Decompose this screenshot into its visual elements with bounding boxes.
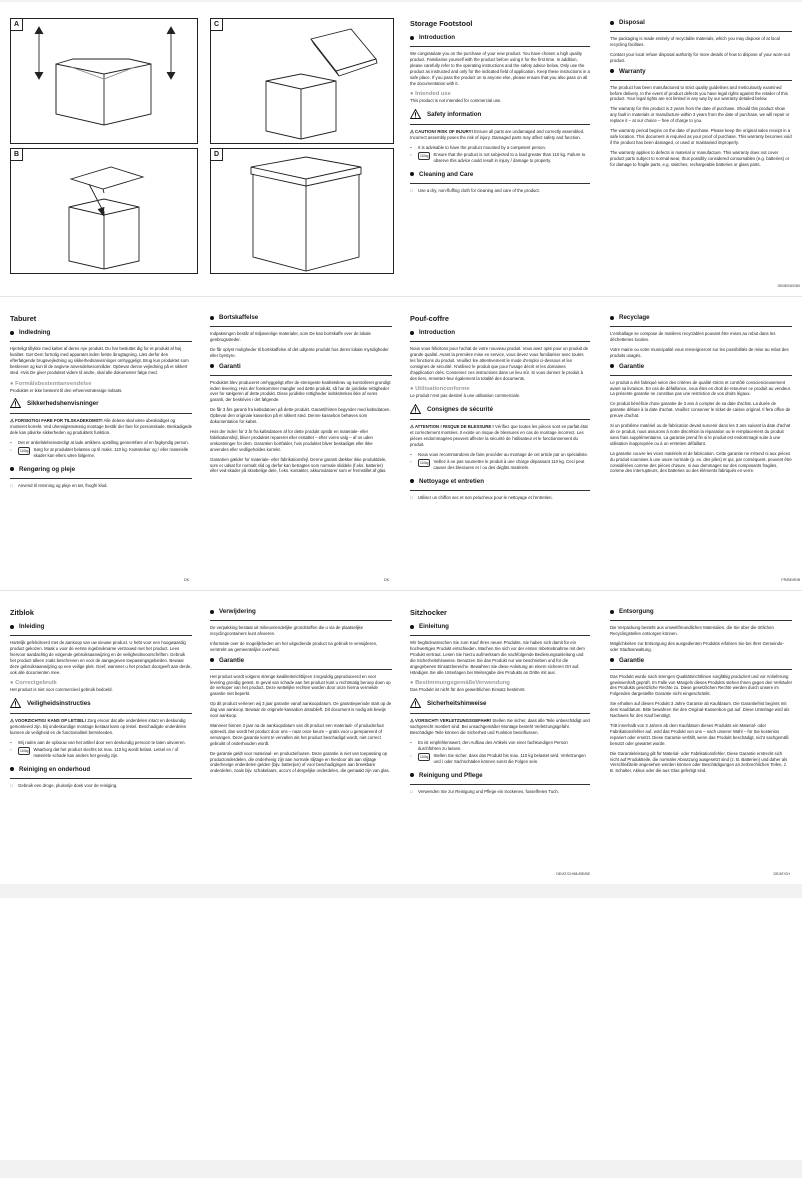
de-warranty-text-3: Tritt innerhalb von 3 Jahren ab dem Kaufdatum dieses Produkts ein Material- oder Fabrikationsfehler auf, wird das Produkt von uns – nach unserer Wahl – für Sie kostenlos repariert oder ersetzt. Diese Garantie verfällt, wenn das Produkt beschädigt, nicht sachgemäß benutzt oder gewartet wurde. — [610, 722, 789, 746]
en-warranty-text-3: The warranty period begins on the date of purchase. Please keep the original sales receipt in a safe location. This document is required as your proof of purchase. This warranty becomes void if the product has been damaged, or used or maintained improperly. — [610, 128, 792, 145]
en-warranty-text-1: The product has been manufactured to strict quality guidelines and meticulously examined before delivery. In the event of product defects you have legal rights against the retailer of this product. Your legal rights are not limited in any way by our warranty detailed below. — [610, 84, 788, 102]
dk-warranty-text-1: Produktet blev produceret omhyggeligt efter de strengeste kvalitetskrav og kontrolleret grundigt inden levering. Hvis der forekommer mangler ved dette produkt, så har de juridiske rettigheder over for sælgeren af dette produkt. Disse juridiske rettigheder indskrænkes ikke af vores garanti, der beskrives i det følgende. — [210, 379, 391, 403]
fr-use-text: Le produit n'est pas destiné à une utilisation commerciale. — [410, 393, 521, 399]
list-item: ▫ 110kg Veillez à ne pas soumettre le produit à une charge dépassant 110 kg. Ceci peut causer des blessures et / ou des dégâts matériels. — [410, 458, 585, 470]
de-intro-heading: Einleitung — [410, 623, 590, 630]
fr-intro-text: Nous vous félicitons pour l'achat de votre nouveau produit. Vous avez opté pour un produit de grande qualité. Avant la première mise en service, vous devez vous familiariser avec toutes les fonctions du produit. Veuillez lire attentivement le mode d'emploi ci-dessous et les consignes de sécurité. N'utilisez le produit que pour l'usage décrit et les domaines d'application cités. Conservez ces instructions dans un lieu sûr. Si vous donnez le produit à des tiers, remettez-leur également la totalité des documents. — [410, 346, 589, 381]
list-item: ▪ Es ist empfehlenswert, den Aufbau des Artikels von einer fachkundigen Person durchführen zu lassen. — [410, 740, 568, 751]
dk-column-2 — [210, 314, 392, 478]
figure-a-label: A — [11, 19, 23, 31]
de-column-2 — [610, 608, 792, 778]
fr-title: Pouf-coffre — [410, 314, 449, 323]
en-disposal-text-2: Contact your local refuse disposal authority for more details of how to dispose of your worn-out product. — [610, 51, 790, 63]
dk-use-heading: ● Formålsbestemtanvendelse — [10, 380, 92, 387]
de-warranty-text-4: Die Garantieleistung gilt für Material- oder Fabrikationsfehler. Diese Garantie erstreckt sich nicht auf Produktteile, die normaler Abnutzung ausgesetzt sind (z. B. Batterien) und daher als Verschleißteile angesehen werden können oder Beschädigungen an zerbrechlichen Teilen, z. B. Schalter, Akkus oder die aus Glas gefertigt sind. — [610, 750, 788, 774]
en-safety-text: ⚠ CAUTION! RISK OF INJURY! Ensure all parts are undamaged and correctly assembled. Incorrect assembly poses the risk of injury. Damaged parts may affect safety and function. — [410, 129, 585, 141]
dk-warranty-text-2: De får 3 års garanti fra købsdatoen på dette produkt. Garantifristen begynder med købsdatoen. Opbevar den originale kassebon på et sikkert sted. Denne kassebon behøves som dokumentation for købet. — [210, 407, 391, 425]
nl-footer: DE/AT/CH/NL/BE/BE — [556, 872, 590, 876]
de-title: Sitzhocker — [410, 608, 447, 617]
fr-disposal-text-2: Votre mairie ou votre municipalité vous renseigneront sur les possibilités de mise au rebut des produits usagés. — [610, 346, 789, 358]
fr-warranty-text-4: La garantie couvre les vices matériels et de fabrication. Cette garantie ne s'étend ni aux pièces du produit soumises à une usure normale (p. ex. des piles) et qui, par conséquent, peuvent être considérées comme des pièces d'usure, ni aux dommages sur des composants fragiles, comme des interrupteurs, des batteries ou des éléments fabriqués en verre. — [610, 450, 792, 474]
dk-column-1 — [10, 314, 192, 490]
fr-use-heading: ● Utilisationconforme — [410, 386, 470, 393]
de-safety-text: ⚠ VORSICHT! VERLETZUNGSGEFAHR! Stellen Sie sicher, dass alle Teile unbeschädigt und sachgerecht montiert sind. Bei unsachgemäßer Montage besteht Verletzungsgefahr. Beschädigte Teile können die Sicherheit und Funktion beeinflussen. — [410, 718, 590, 736]
list-item: ▪ Wij raden aan de opbouw van het artikel door een deskundig persoon te laten uitvoeren. — [10, 740, 186, 746]
de-use-text: Das Produkt ist nicht für den gewerblichen Einsatz bestimmt. — [410, 687, 526, 693]
de-disposal-text-1: Die Verpackung besteht aus umweltfreundlichen Materialien, die Sie über die örtlichen Recyclingstellen entsorgen können. — [610, 625, 774, 636]
figure-a — [10, 18, 198, 144]
de-warranty-heading: Garantie — [610, 657, 792, 664]
load-badge: 110kg — [20, 449, 29, 454]
list-item: □ Utiliser un chiffon sec et non pelucheux pour le nettoyage et l'entretien. — [410, 494, 553, 500]
en-column-1 — [410, 19, 590, 195]
list-item: □ Use a dry, non-fluffing cloth for cleaning and care of the product. — [410, 187, 540, 193]
list-item: □ Verwenden Sie zur Reinigung und Pflege ein trockenes, fusselfreies Tuch. — [410, 788, 559, 794]
nl-warranty-text-2: Op dit product verlenen wij 3 jaar garantie vanaf aankoopdatum. De garantieperiode start op de dag van aankoop. Bewaar de originele kassabon alstublieft. Dit document is nodig als bewijs voor aankoop. — [210, 701, 392, 719]
nl-safety-text: ⚠ VOORZICHTIG! KANS OP LETSEL! Zorg ervoor dat alle onderdelen intact en deskundig gemonteerd zijn. Bij ondeskundige montage bestaat kans op letsel. Beschadigde onderdelen kunnen de veiligheid en de functionaliteit beïnvloeden. — [10, 718, 187, 736]
de-intro-text: Wir beglückwünschen Sie zum Kauf Ihres neuen Produkts. Sie haben sich damit für ein hochwertiges Produkt entschieden. Machen Sie sich vor der ersten Inbetriebnahme mit dem Produkt vertraut. Lesen Sie hierzu aufmerksam die nachfolgende Bedienungsanleitung und die Sicherheitshinweise. Benutzen Sie das Produkt nur wie beschrieben und für die angegebenen Einsatzbereiche. Bewahren Sie diese Anleitung an einem sicheren Ort auf. Händigen Sie alle Unterlagen bei Weitergabe des Produkts an Dritte mit aus. — [410, 640, 585, 675]
nl-title: Zitblok — [10, 608, 34, 617]
en-warranty-text-4: The warranty applies to defects in material or manufacture. This warranty does not cover product parts subject to normal wear, thus possibly considered consumables (e.g. batteries) or for damage to fragile parts, e.g. switches, rechargeable batteries or glass parts. — [610, 149, 790, 167]
list-item: □ Gebruik een droge, pluisvrije doek voor de reiniging. — [10, 782, 118, 788]
figure-b — [10, 148, 198, 274]
en-safety-heading: Safety information — [410, 109, 590, 119]
nl-safety-heading: Veiligheidsinstructies — [10, 698, 192, 708]
bottom-band-lower — [0, 1160, 802, 1178]
figure-b-drawing — [11, 149, 197, 273]
nl-use-heading: ● Correctgebruik — [10, 680, 57, 687]
de-warranty-text-1: Das Produkt wurde nach strengen Qualitätsrichtlinien sorgfältig produziert und vor Anlieferung gewissenhaft geprüft. Im Falle von Mängeln dieses Produkts stehen Ihnen gegen den Verkäufer des Produkts gesetzliche Rechte zu. Diese gesetzlichen Rechte werden durch unsere im Folgenden dargestellte Garantie nicht eingeschränkt. — [610, 673, 793, 697]
fr-footer: FR/BE/IR/B — [781, 578, 800, 582]
dk-footer-right: DK — [384, 578, 389, 582]
list-item: □ Anvend til rensning og pleje en tør, fnugfri klud. — [10, 482, 108, 488]
dk-intro-text: Hjerteligt tillykke med købet af deres nye produkt. Du har besluttet dig for et produkt af høj kvalitet. Gør Dem fortrolig med apparatet inden første ibrugtagning. Læs derfor den efterfølgende brugsvejledning og sikkerhedsanvisninger omhyggeligt. Brug kun produktet som beskrevet og kun til de angivne anvendelsesområder. Opbevar denne vejledning på et sikkert sted. Hvis De giver produktet videre til andre, skal alle dokumenter følge med. — [10, 346, 189, 375]
warning-icon — [410, 698, 421, 708]
fr-safety-text: ⚠ ATTENTION ! RISQUE DE BLESSURE ! Vérifiez que toutes les pièces sont en parfait état et correctement montées. Il existe un risque de blessures en cas de montage incorrect. Les pièces endommagées peuvent affecter la sécurité de l'utilisateur et le fonctionnement du produit. — [410, 424, 588, 448]
en-footer: GB/IE/NI/GB/I — [777, 284, 800, 288]
fr-safety-heading: Consignes de sécurité — [410, 404, 590, 414]
de-use-heading: ● BestimmungsgemäßeVerwendung — [410, 680, 510, 687]
de-footer: DE/AT/CH — [773, 872, 790, 876]
figure-c-label: C — [211, 19, 223, 31]
dk-safety-text: ⚠ FORSIGTIG! FARE FOR TILSKADEKOMST! Alle delene skal være ubeskadiget og monteret korrekt. Ved uhensigtsmæssig montage består der fare for personskade. Beskadigede dele kan påvirke sikkerheden og produktets funktion. — [10, 418, 193, 436]
fr-warranty-heading: Garantie — [610, 363, 792, 370]
dk-disposal-text-2: De får oplyst muligheder til bortskaffelse af det udtjente produkt hos deres lokale myndigheder eller byrstyre. — [210, 346, 389, 358]
list-item: ▫ 110kg Waarborg dat het product slechts tot max. 110 kg wordt belast. Letsel en / of materiële schade kan anders het gevolg zijn. — [10, 746, 179, 758]
figure-c — [210, 18, 394, 144]
nl-warranty-text-4: De garantie geldt voor materiaal- en productiefouten. Deze garantie is niet van toepassing op productonderdelen, die onderhevig zijn aan normale slijtage en hierdoor als aan slijtage onderhevige onderdelen gelden (bijv. batterijen) of voor beschadigingen aan breekbare onderdelen, zoals bijv. schakelaars, accu's of dergelijke onderdelen, die gemaakt zijn van glas. — [210, 750, 390, 774]
fr-warranty-text-3: Si un problème matériel ou de fabrication devait survenir dans les 3 ans suivant la date d'achat de ce produit, nous assurons à notre discrétion la réparation ou le remplacement du produit sans frais supplémentaires. La garantie prend fin si le produit est endommagé suite à une utilisation inappropriée ou à un entretien défaillant. — [610, 423, 791, 446]
nl-column-1 — [10, 608, 192, 790]
en-use-text: This product is not intended for commercial use. — [410, 98, 502, 104]
en-warranty-text-2: The warranty for this product is 3 years from the date of purchase. Should this product show any fault in materials or manufacture within 3 years from the date of purchase, we will repair or replace it – at our choice – free of charge to you. — [610, 106, 790, 124]
en-use-heading: ● Intended use — [410, 91, 451, 98]
de-safety-heading: Sicherheitshinweise — [410, 698, 590, 708]
fr-intro-heading: Introduction — [410, 329, 590, 336]
fr-warranty-text-2: Ce produit bénéficie d'une garantie de 3 ans à compter de sa date d'achat. La durée de garantie débute à la date d'achat. Veuillez conserver le ticket de caisse original. Il fera office de preuve d'achat. — [610, 401, 791, 419]
list-item: ▫ 110kg Stellen Sie sicher, dass das Produkt bis max. 110 kg belastet wird. Verletzungen und / oder Sachschäden können sonst die Folgen sein. — [410, 752, 586, 764]
bottom-band — [0, 884, 802, 898]
en-title: Storage Footstool — [410, 19, 473, 28]
nl-intro-text: Hartelijk gefeliciteerd met de aankoop van uw nieuwe product. U hebt voor een hoogwaardig product gekozen. Maak u voor de eerste ingebruikname vertrouwd met het product. Lees hiervoor aandachtig de volgende gebruiksaanwijzing en de veiligheidsvoorschriften. Gebruik het product alleen zoals beschreven en voor de aangegeven toepassingsgebieden. Bewaar deze gebruiksaanwijzing op een veilige plek. Geef, wanneer u het product doorgeeft aan derde, ook alle documenten mee. — [10, 640, 192, 675]
load-badge: 110kg — [420, 460, 429, 465]
fr-disposal-heading: Recyclage — [610, 314, 792, 321]
dk-title: Taburet — [10, 314, 37, 323]
figure-a-drawing — [11, 19, 197, 143]
dk-warranty-text-4: Garantien gælder for materiale- eller fabrikationsfejl. Denne garanti dækker ikke produktdele, som er udsat for normalt slid og derfor kan betragtes som normale sliddele (f.eks. batterier) eller ved skader på skrøbelige dele, f.eks. kontakter, akkumulatorer som er fremstillet af glas. — [210, 456, 387, 474]
en-intro-text: We congratulate you on the purchase of your new product. You have chosen a high quality product. Familiarise yourself with the product before using it for the first time. In addition, please carefully refer to the operating instructions and the safety advice below. Only use the product as instructed and only for the indicated field of application. Keep these instructions in a safe place. If you pass the product on to anyone else, please ensure that you also pass on all the documentation with it. — [410, 51, 590, 86]
list-item: ▫ 110kg Ensure that the product is not subjected to a load greater than 110 kg. Failure to observe this advice could result in injury / damage to property. — [410, 152, 586, 163]
en-clean-heading: Cleaning and Care — [410, 171, 590, 178]
en-warranty-heading: Warranty — [610, 68, 792, 75]
dk-footer-left: DK — [184, 578, 189, 582]
fr-disposal-text-1: L'emballage se compose de matières recyclables pouvant être mises au rebut dans les déchetteries locales. — [610, 331, 776, 342]
warning-icon — [10, 398, 21, 408]
figure-b-label: B — [11, 149, 23, 161]
nl-warranty-text-1: Het product wordt volgens strenge kwaliteitsrichtlijnen zorgvuldig geproduceerd en voor levering grondig getest. In geval van schade aan het product kunt u rechtmatig beroep doen op de verkoper van het product. Deze wettelijke rechten worden door onze hierna vermelde garantie niet beperkt. — [210, 673, 391, 697]
en-disposal-text-1: The packaging is made entirely of recyclable materials, which you may dispose of at local recycling facilities. — [610, 36, 780, 47]
de-warranty-text-2: Sie erhalten auf dieses Produkt 3 Jahre Garantie ab Kaufdatum. Die Garantiefrist beginnt mit dem Kaufdatum. Bitte bewahren Sie den Original-Kassenbon gut auf. Diese Unterlage wird als Nachweis für den Kauf benötigt. — [610, 701, 790, 719]
nl-disposal-text-2: Informatie over de mogelijkheden om het uitgediende product na gebruik te verwijderen, verstrekt uw gemeentelijke overheid. — [210, 640, 378, 652]
load-badge: 110kg — [420, 754, 429, 759]
dk-clean-heading: Rengøring og pleje — [10, 466, 192, 473]
dk-intro-heading: Indledning — [10, 329, 192, 336]
nl-disposal-text-1: De verpakking bestaat uit milieuvriendelijke grondstoffen die u via de plaatselijke recyclingcontainers kunt afvoeren. — [210, 625, 364, 636]
warning-icon — [410, 404, 421, 414]
list-item: ▪ Nous vous recommandons de faire procéder au montage de cet article par un spécialiste. — [410, 451, 589, 457]
list-item: ▫ 110kg Sørg for at produktet belastes op til maks. 110 kg. Kvæstelser og / eller materielle skader kan ellers være følgerne. — [10, 447, 189, 458]
warning-icon — [10, 698, 21, 708]
figure-c-drawing — [211, 19, 393, 143]
dk-disposal-text-1: Indpakningen består af miljøvenlige materialer, som De kan bortskaffe over de lokale genbrugssteder. — [210, 331, 371, 342]
load-badge: 110kg — [420, 154, 429, 159]
dk-warranty-heading: Garanti — [210, 363, 392, 370]
nl-disposal-heading: Verwijdering — [210, 608, 392, 615]
en-column-2 — [610, 19, 792, 172]
de-clean-heading: Reinigung und Pflege — [410, 772, 590, 779]
figure-d-drawing — [211, 149, 393, 273]
fr-warranty-text-1: Le produit a été fabriqué selon des critères de qualité stricts et contrôlé consciencieusement avant sa livraison. En cas de défaillance, vous êtes en droit de retourner ce produit au vendeur. La présente garantie ne constitue pas une restriction de vos droits légaux. — [610, 379, 792, 397]
nl-warranty-text-3: Wanneer binnen 3 jaar na de aankoopdatum van dit product een materiaal- of productiefout optreedt, dan wordt het product door ons – naar onze keuze – gratis voor u gerepareerd of vervangen. Deze garantie komt te vervallen als het product beschadigd wordt, niet correct gebruikt of onderhouden wordt. — [210, 722, 384, 746]
nl-clean-heading: Reiniging en onderhoud — [10, 766, 192, 773]
list-item: ▪ It is advisable to have the product mounted by a competent person. — [410, 145, 547, 151]
en-intro-heading: Introduction — [410, 34, 590, 41]
de-disposal-heading: Entsorgung — [610, 608, 792, 615]
list-item: ▪ Det er anbefalelsesværdigt at lade artiklens opstilling gennemføre af en fagkyndig person. — [10, 440, 189, 446]
nl-warranty-heading: Garantie — [210, 657, 392, 664]
de-disposal-text-2: Möglichkeiten zur Entsorgung des ausgedienten Produkts erfahren Sie bei Ihrer Gemeinde- oder Stadtverwaltung. — [610, 640, 784, 652]
bullet-dot-icon — [410, 36, 414, 40]
dk-use-text: Produktet er ikke bestemt til den erhvervsmæssige indsats. — [10, 387, 123, 393]
figure-d-label: D — [211, 149, 223, 161]
de-column-1 — [410, 608, 590, 796]
en-disposal-heading: Disposal — [610, 19, 792, 26]
dk-warranty-text-3: Hvis der inden for 3 år fra købsdatoen af for dette produkt opstår en materiale- eller fabrikationsfejl, bliver produktet repareret eller erstattet – efter vores valg – af os uden omkostninger for dem. Garantien bortfalder, hvis produktet bliver beskadiget eller ikke anvendes eller vedligeholdes korrekt. — [210, 428, 373, 452]
fr-column-2 — [610, 314, 792, 478]
dk-safety-heading: Sikkerhedshenvisninger — [10, 398, 192, 408]
nl-intro-heading: Inleiding — [10, 623, 192, 630]
fr-clean-heading: Nettoyage et entretien — [410, 478, 590, 485]
nl-use-text: Het product is niet voor commercieel gebruik bedoeld. — [10, 687, 113, 693]
figure-d — [210, 148, 394, 274]
fr-column-1 — [410, 314, 590, 502]
warning-icon — [410, 109, 421, 119]
nl-column-2 — [210, 608, 392, 778]
dk-disposal-heading: Bortskaffelse — [210, 314, 392, 321]
load-badge: 110kg — [20, 748, 29, 753]
